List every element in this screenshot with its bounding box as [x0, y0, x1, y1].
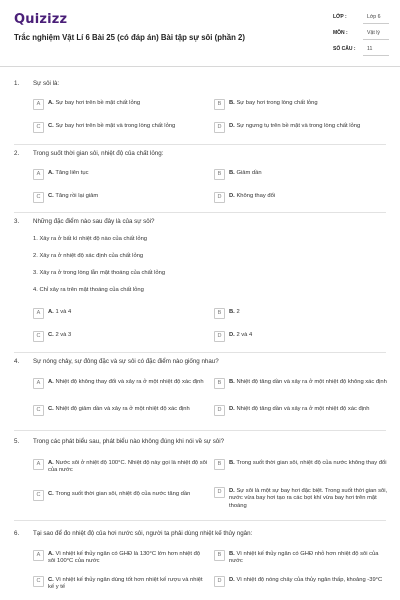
divider: [14, 430, 386, 431]
option-key: B.: [229, 460, 235, 466]
option-key: A.: [48, 309, 54, 315]
question-number: 4.: [14, 358, 20, 365]
option-text: Tăng rồi lại giảm: [55, 193, 99, 199]
option-text: Trong suốt thời gian sôi, nhiệt độ của nước không thay đổi: [236, 460, 387, 466]
meta-class-label: LỚP :: [333, 14, 347, 20]
option-key: C.: [48, 491, 54, 497]
option-text: Vì nhiệt kế thủy ngân dùng tốt hơn nhiệt kế rượu và nhiệt kế y tế: [48, 577, 203, 591]
option-letter-box: C: [33, 122, 44, 133]
question-text: Trong các phát biểu sau, phát biểu nào không đúng khi nói về sự sôi?: [33, 438, 225, 445]
option-text: Nhiệt độ tăng dần và xảy ra ở một nhiệt độ xác định: [236, 406, 370, 412]
meta-class-value: Lớp 6: [367, 14, 381, 20]
option-key: D.: [229, 488, 235, 494]
option-letter-box: B: [214, 99, 225, 110]
option-letter-box: C: [33, 405, 44, 416]
option-key: C.: [48, 406, 54, 412]
option-key: B.: [229, 100, 235, 106]
worksheet-header: [0, 0, 400, 67]
worksheet-title: Trắc nghiệm Vật Lí 6 Bài 25 (có đáp án) Bài tập sự sôi (phần 2): [14, 33, 245, 42]
option-text: 2 và 3: [55, 332, 72, 338]
option-letter-box: C: [33, 192, 44, 203]
meta-count: [333, 44, 389, 58]
statement-2: 2. Xảy ra ở nhiệt độ xác định của chất lỏng: [33, 253, 144, 259]
option-key: A.: [48, 460, 54, 466]
option-key: A.: [48, 170, 54, 176]
option-text: Sự sôi là một sự bay hơi đặc biệt. Trong suốt thời gian sôi, nước vừa bay hơi tạo ra các bọt khí vừa bay hơi trên mặt thoáng: [229, 488, 388, 509]
question-text: Sự sôi là:: [33, 80, 60, 87]
option-text: Không thay đổi: [236, 193, 276, 199]
option-letter-box: A: [33, 459, 44, 470]
divider: [14, 520, 386, 521]
question-number: 1.: [14, 80, 20, 87]
meta-count-label: SỐ CÂU :: [333, 46, 356, 52]
statement-4: 4. Chỉ xảy ra trên mặt thoáng của chất lỏng: [33, 287, 144, 293]
option-key: B.: [229, 379, 235, 385]
meta-class: [333, 12, 389, 26]
question-text: Trong suốt thời gian sôi, nhiệt độ của chất lỏng:: [33, 150, 164, 157]
option-key: B.: [229, 170, 235, 176]
meta-subject: [333, 28, 389, 42]
option-letter-box: D: [214, 122, 225, 133]
option-text: Vì nhiệt kế thủy ngân có GHĐ là 130°C lớn hơn nhiệt độ sôi 100°C của nước: [48, 551, 201, 565]
option-text: Tăng liên tục: [55, 170, 89, 176]
question-text: Tại sao để đo nhiệt độ của hơi nước sôi, người ta phải dùng nhiệt kế thủy ngân:: [33, 530, 253, 537]
option-key: B.: [229, 551, 235, 557]
option-text: Nhiệt độ tăng dần và xảy ra ở một nhiệt độ không xác định: [236, 379, 387, 385]
option-key: C.: [48, 332, 54, 338]
option-key: A.: [48, 551, 54, 557]
option-letter-box: B: [214, 308, 225, 319]
option-text: Sự bay hơi trên bề mặt và trong lòng chất lỏng: [55, 123, 176, 129]
divider: [14, 212, 386, 213]
option-letter-box: C: [33, 331, 44, 342]
option-letter-box: D: [214, 331, 225, 342]
meta-subject-value: Vật lý: [367, 30, 380, 36]
option-letter-box: C: [33, 576, 44, 587]
option-text: Sự bay hơi trong lòng chất lỏng: [236, 100, 318, 106]
option-text: Nhiệt độ giảm dần và xảy ra ở một nhiệt độ xác định: [55, 406, 190, 412]
option-letter-box: D: [214, 192, 225, 203]
option-key: D.: [229, 123, 235, 129]
option-text: Trong suốt thời gian sôi, nhiệt độ của nước tăng dần: [55, 491, 191, 497]
option-letter-box: B: [214, 550, 225, 561]
question-number: 6.: [14, 530, 20, 537]
option-key: C.: [48, 123, 54, 129]
option-key: D.: [229, 332, 235, 338]
option-key: B.: [229, 309, 235, 315]
option-key: D.: [229, 406, 235, 412]
option-letter-box: A: [33, 169, 44, 180]
option-text: 2: [236, 309, 240, 315]
option-key: D.: [229, 577, 235, 583]
option-text: Nước sôi ở nhiệt độ 100°C. Nhiệt độ này gọi là nhiệt độ sôi của nước: [48, 460, 208, 474]
option-key: A.: [48, 100, 54, 106]
meta-subject-label: MÔN :: [333, 30, 348, 36]
option-letter-box: B: [214, 459, 225, 470]
option-letter-box: B: [214, 169, 225, 180]
question-number: 2.: [14, 150, 20, 157]
option-text: Vì nhiệt kế thủy ngân có GHĐ nhỏ hơn nhiệt độ sôi của nước: [229, 551, 379, 565]
option-text: 2 và 4: [236, 332, 253, 338]
meta-count-value: 11: [367, 46, 373, 52]
question-text: Những đặc điểm nào sau đây là của sự sôi?: [33, 218, 155, 225]
option-text: Giảm dần: [236, 170, 262, 176]
option-text: Vì nhiệt độ nóng chảy của thủy ngân thấp, khoảng -39°C: [236, 577, 383, 583]
option-text: Nhiệt độ không thay đổi và xảy ra ở một nhiệt độ xác định: [55, 379, 204, 385]
option-letter-box: A: [33, 99, 44, 110]
option-letter-box: D: [214, 405, 225, 416]
option-letter-box: D: [214, 487, 225, 498]
divider: [14, 144, 386, 145]
statement-3: 3. Xảy ra ở trong lòng lẫn mặt thoáng của chất lỏng: [33, 270, 166, 276]
option-key: D.: [229, 193, 235, 199]
option-key: C.: [48, 193, 54, 199]
option-key: A.: [48, 379, 54, 385]
option-text: Sự ngưng tụ trên bề mặt và trong lòng chất lỏng: [236, 123, 361, 129]
option-letter-box: A: [33, 308, 44, 319]
divider: [14, 352, 386, 353]
option-key: C.: [48, 577, 54, 583]
question-text: Sự nóng chảy, sự đông đặc và sự sôi có đặc điểm nào giống nhau?: [33, 358, 219, 365]
option-letter-box: C: [33, 490, 44, 501]
statement-1: 1. Xảy ra ở bất kì nhiệt độ nào của chất lỏng: [33, 236, 148, 242]
option-letter-box: A: [33, 378, 44, 389]
option-letter-box: D: [214, 576, 225, 587]
option-text: 1 và 4: [55, 309, 72, 315]
quizizz-logo: Quizizz: [14, 12, 68, 27]
option-letter-box: B: [214, 378, 225, 389]
question-number: 3.: [14, 218, 20, 225]
option-text: Sự bay hơi trên bề mặt chất lỏng: [55, 100, 141, 106]
option-letter-box: A: [33, 550, 44, 561]
question-number: 5.: [14, 438, 20, 445]
